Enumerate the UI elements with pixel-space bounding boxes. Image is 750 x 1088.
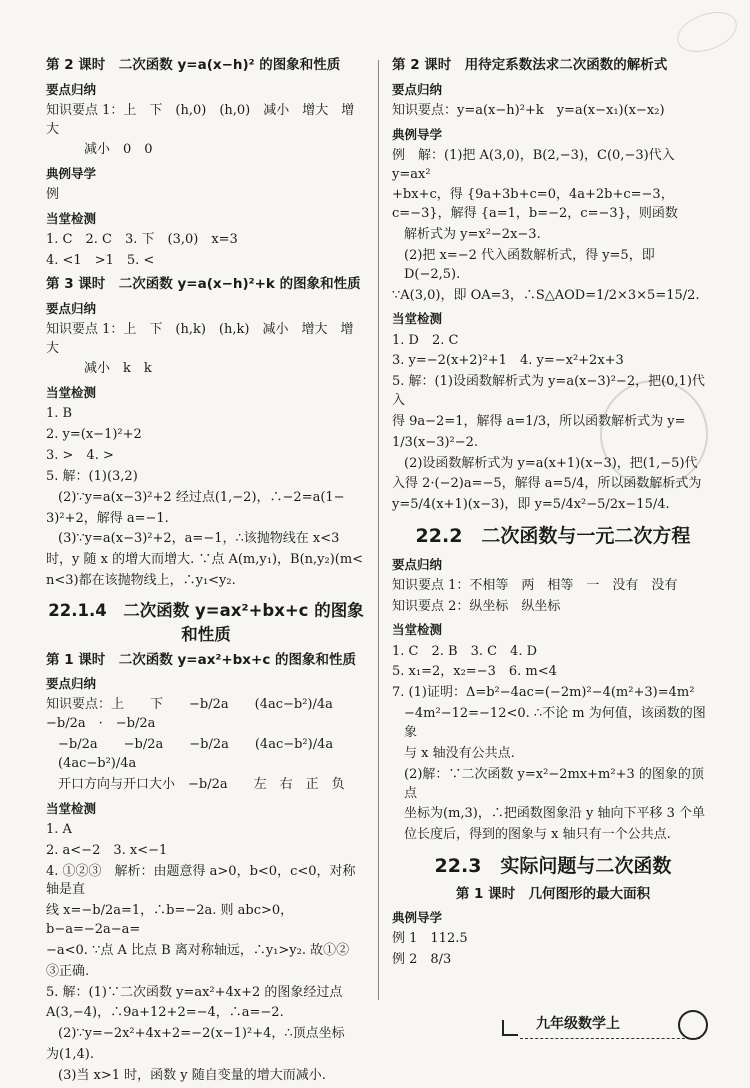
- text-line: 与 x 轴没有公共点.: [404, 745, 515, 761]
- page-number-circle: [678, 1010, 708, 1040]
- text-line: 5. 解：(1)∵二次函数 y=ax²+4x+2 的图象经过点: [46, 984, 343, 1000]
- lesson-heading: 第 3 课时 二次函数 y=a(x−h)²+k 的图象和性质: [46, 276, 361, 292]
- text-line: 线 x=−b/2a=1，∴b=−2a. 则 abc>0，b−a=−2a−a=: [46, 903, 294, 938]
- text-line: (2)设函数解析式为 y=a(x+1)(x−3)，把(1,−5)代: [404, 455, 698, 471]
- text-line: (3)当 x>1 时，函数 y 随自变量的增大而减小.: [58, 1067, 326, 1083]
- text-line: 减小 0 0: [84, 142, 153, 158]
- subsection-label: 典例导学: [46, 166, 97, 182]
- text-line: 1. A: [46, 821, 72, 837]
- text-line: y=5/4(x+1)(x−3)，即 y=5/4x²−5/2x−15/4.: [392, 497, 670, 513]
- text-line: −a<0. ∵点 A 比点 B 离对称轴远，∴y₁>y₂. 故①②: [46, 942, 350, 958]
- lesson-heading: 第 2 课时 二次函数 y=a(x−h)² 的图象和性质: [46, 57, 341, 73]
- text-line: 3)²+2，解得 a=−1.: [46, 510, 169, 526]
- subsection-label: 当堂检测: [46, 211, 97, 227]
- footer-bracket-icon: [502, 1020, 518, 1036]
- left-column: [46, 52, 366, 1088]
- subsection-label: 典例导学: [392, 126, 443, 142]
- text-line: 1. D 2. C: [392, 332, 459, 348]
- text-line: (2)把 x=−2 代入函数解析式，得 y=5，即 D(−2,5).: [404, 247, 659, 282]
- section-heading: 22.2 二次函数与一元二次方程: [415, 525, 691, 548]
- text-line: 知识要点 1：不相等 两 相等 一 没有 没有: [392, 577, 678, 593]
- footer-dotted-rule: [520, 1038, 700, 1039]
- subsection-label: 要点归纳: [392, 81, 443, 97]
- text-line: 坐标为(m,3)，∴把函数图象沿 y 轴向下平移 3 个单: [404, 806, 706, 822]
- subsection-label: 要点归纳: [46, 81, 97, 97]
- text-line: 4. ①②③ 解析：由题意得 a>0，b<0，c<0，对称轴是直: [46, 863, 356, 898]
- subsection-label: 当堂检测: [46, 800, 97, 816]
- text-line: (2)∵y=−2x²+4x+2=−2(x−1)²+4，∴顶点坐标: [58, 1026, 345, 1042]
- text-line: n<3)都在该抛物线上，∴y₁<y₂.: [46, 573, 236, 589]
- text-line: (2)解：∵二次函数 y=x²−2mx+m²+3 的图象的顶点: [404, 766, 704, 801]
- subsection-label: 要点归纳: [46, 300, 97, 316]
- text-line: 1/3(x−3)²−2.: [392, 434, 479, 450]
- text-line: 知识要点：上 下 −b/2a (4ac−b²)/4a −b/2a · −b/2a: [46, 697, 359, 732]
- text-line: −4m²−12=−12<0. ∴不论 m 为何值，该函数的图象: [404, 706, 706, 740]
- text-line: 5. 解：(1)设函数解析式为 y=a(x−3)²−2，把(0,1)代入: [392, 374, 705, 409]
- lesson-heading: 第 2 课时 用待定系数法求二次函数的解析式: [392, 57, 668, 73]
- lesson-heading: 第 1 课时 几何图形的最大面积: [455, 885, 651, 902]
- text-line: 知识要点 1：上 下 (h,0) (h,0) 减小 增大 增大: [46, 102, 355, 137]
- text-line: 解析式为 y=x²−2x−3.: [404, 227, 541, 243]
- text-line: ∵A(3,0)，即 OA=3，∴S△AOD=1/2×3×5=15/2.: [392, 287, 700, 303]
- text-line: 知识要点 1：上 下 (h,k) (h,k) 减小 增大 增大: [46, 321, 354, 356]
- text-line: 1. B: [46, 406, 73, 422]
- text-line: 3. y=−2(x+2)²+1 4. y=−x²+2x+3: [392, 353, 624, 369]
- text-line: 5. 解：(1)(3,2): [46, 468, 138, 484]
- text-line: 例 解：(1)把 A(3,0)，B(2,−3)，C(0,−3)代入 y=ax²: [392, 147, 679, 182]
- text-line: (3)∵y=a(x−3)²+2，a=−1，∴该抛物线在 x<3: [58, 531, 340, 547]
- text-line: ③正确.: [46, 963, 90, 979]
- subsection-label: 要点归纳: [392, 556, 443, 572]
- text-line: 开口方向与开口大小 −b/2a 左 右 正 负: [58, 776, 345, 792]
- page-footer: [500, 1010, 730, 1044]
- subsection-label: 当堂检测: [392, 311, 443, 327]
- section-heading: 22.1.4 二次函数 y=ax²+bx+c 的图象和性质: [48, 600, 364, 644]
- text-line: 例 2 8/3: [392, 952, 452, 968]
- section-heading: 22.3 实际问题与二次函数: [434, 855, 672, 878]
- text-line: 得 9a−2=1，解得 a=1/3，所以函数解析式为 y=: [392, 413, 686, 429]
- right-column: [392, 52, 714, 972]
- text-line: 3. > 4. >: [46, 448, 114, 464]
- lesson-heading: 第 1 课时 二次函数 y=ax²+bx+c 的图象和性质: [46, 651, 357, 668]
- text-line: 2. a<−2 3. x<−1: [46, 842, 168, 858]
- subsection-label: 当堂检测: [46, 385, 97, 401]
- subsection-label: 当堂检测: [392, 622, 443, 638]
- text-line: 入得 2·(−2)a=−5，解得 a=5/4，所以函数解析式为: [392, 476, 702, 492]
- text-line: 7. (1)证明：Δ=b²−4ac=(−2m)²−4(m²+3)=4m²: [392, 685, 695, 701]
- text-line: 1. C 2. C 3. 下 (3,0) x=3: [46, 232, 238, 248]
- subsection-label: 要点归纳: [46, 676, 97, 692]
- subsection-label: 典例导学: [392, 910, 443, 926]
- text-line: 5. x₁=2，x₂=−3 6. m<4: [392, 664, 557, 680]
- text-line: +bx+c，得 {9a+3b+c=0，4a+2b+c=−3，c=−3}，解得 {a=1，b=−2，c=−3}，则函数: [392, 187, 678, 222]
- text-line: 位长度后，得到的图象与 x 轴只有一个公共点.: [404, 827, 671, 843]
- text-line: 为(1,4).: [46, 1047, 94, 1063]
- text-line: 4. <1 >1 5. <: [46, 253, 155, 269]
- text-line: −b/2a −b/2a −b/2a (4ac−b²)/4a (4ac−b²)/4a: [58, 737, 360, 771]
- text-line: 知识要点：y=a(x−h)²+k y=a(x−x₁)(x−x₂): [392, 102, 665, 118]
- text-line: 知识要点 2：纵坐标 纵坐标: [392, 598, 561, 614]
- text-line: 例: [46, 187, 60, 203]
- text-line: A(3,−4)，∴9a+12+2=−4，∴a=−2.: [46, 1005, 284, 1021]
- text-line: 1. C 2. B 3. C 4. D: [392, 643, 538, 659]
- text-line: 例 1 112.5: [392, 931, 468, 947]
- footer-grade-label: 九年级数学上: [536, 1016, 620, 1032]
- column-divider: [378, 60, 379, 1000]
- text-line: 时，y 随 x 的增大而增大. ∵点 A(m,y₁)，B(n,y₂)(m<: [46, 552, 364, 568]
- text-line: 减小 k k: [84, 361, 152, 377]
- text-line: 2. y=(x−1)²+2: [46, 427, 142, 443]
- text-line: (2)∵y=a(x−3)²+2 经过点(1,−2)，∴−2=a(1−: [58, 489, 345, 505]
